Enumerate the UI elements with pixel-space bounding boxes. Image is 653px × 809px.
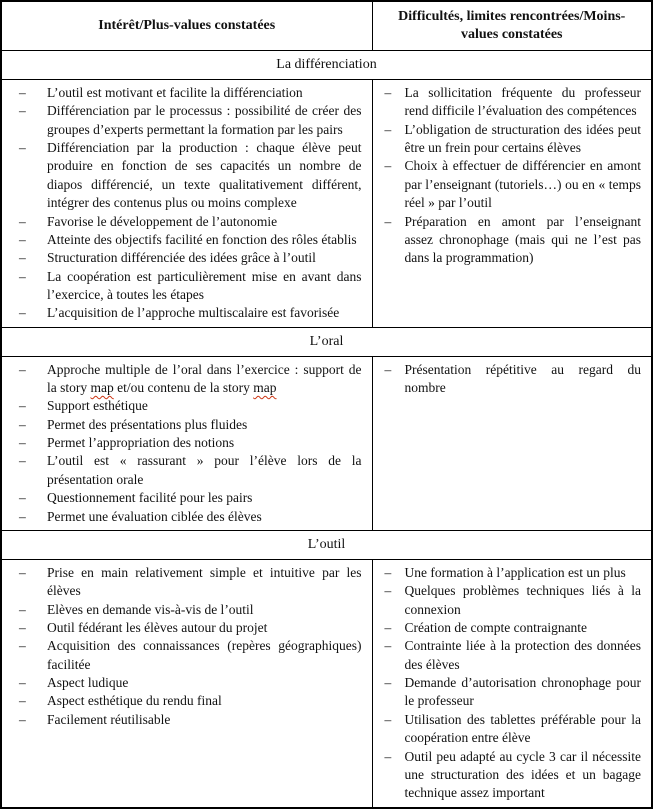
list-item (373, 361, 646, 398)
list-item-text: Préparation en amont par l’enseignant assez chronophage (mais qui ne l’est pas dans la programmation) (404, 213, 641, 266)
dash-bullet: – (19, 103, 26, 119)
table-body (1, 51, 652, 808)
section-title: L’outil (1, 530, 652, 559)
list-item-text: Outil fédérant les élèves autour du projet (47, 619, 268, 635)
dash-bullet: – (19, 711, 26, 727)
list-item-text: L’obligation de structuration des idées peut être un frein pour certains élèves (404, 121, 641, 156)
dash-bullet: – (19, 564, 26, 580)
dash-bullet: – (384, 158, 392, 174)
list-item (2, 489, 366, 507)
dash-bullet: – (384, 213, 392, 229)
content-row (1, 559, 652, 807)
section-row (1, 327, 652, 356)
list-item (373, 674, 646, 711)
cell-left (1, 559, 372, 807)
list-item (2, 102, 366, 139)
dash-bullet: – (19, 490, 26, 506)
list-item (2, 508, 366, 526)
dash-bullet: – (19, 85, 26, 100)
list-item-text: Contrainte liée à la protection des données des élèves (404, 638, 641, 672)
column-header-interet: Intérêt/Plus-values constatées (1, 1, 372, 51)
list-item (2, 619, 366, 637)
list-item (373, 748, 646, 803)
dash-bullet: – (19, 305, 26, 321)
list-item (2, 564, 366, 601)
cell-right (372, 356, 652, 530)
dash-bullet: – (19, 435, 26, 451)
list-item-text: Différenciation par la production : chaque élève peut produire en fonction de ses capacités un nombre de diapos différencié, un texte qualitativement différent, intégrer des contenus plus ou moins complexe (47, 140, 362, 211)
list-item (2, 139, 366, 212)
list-item-text: Quelques problèmes techniques liés à la connexion (404, 583, 641, 617)
list-item-text: Utilisation des tablettes préférable pour la coopération entre élève (404, 711, 641, 746)
list-item (2, 84, 366, 102)
list-item (2, 213, 366, 231)
section-row (1, 530, 652, 559)
dash-list (373, 564, 646, 803)
list-item (2, 397, 366, 415)
dash-bullet: – (384, 619, 392, 635)
dash-bullet: – (19, 213, 26, 229)
dash-bullet: – (19, 619, 26, 635)
cell-right (372, 559, 652, 807)
dash-bullet: – (384, 85, 392, 100)
list-item-text: Différenciation par le processus : possibilité de créer des groupes d’experts permettant la formation par les pairs (47, 103, 362, 137)
list-item-text: Une formation à l’application est un plus (404, 564, 626, 580)
list-item (373, 121, 646, 158)
dash-bullet: – (19, 361, 26, 377)
list-item-text: Création de compte contraignante (404, 619, 588, 635)
section-title: La différenciation (1, 51, 652, 80)
list-item (373, 564, 646, 582)
dash-bullet: – (384, 564, 392, 580)
list-item-text: Présentation répétitive au regard du nombre (404, 361, 641, 396)
misspelled-word: map (253, 380, 277, 396)
list-item (2, 601, 366, 619)
content-row (1, 356, 652, 530)
dash-bullet: – (19, 250, 26, 266)
dash-bullet: – (19, 268, 26, 284)
column-header-difficultes: Difficultés, limites rencontrées/Moins-values constatées (372, 1, 652, 51)
dash-list (2, 84, 366, 323)
dash-bullet: – (19, 508, 26, 524)
list-item (373, 711, 646, 748)
list-item (373, 619, 646, 637)
dash-bullet: – (384, 638, 392, 654)
dash-list (373, 84, 646, 268)
list-item (373, 637, 646, 674)
list-item-text: Acquisition des connaissances (repères géographiques) facilitée (47, 638, 362, 672)
list-item-text: Choix à effectuer de différencier en amont par l’enseignant (tutoriels…) ou en « temps réel » par l’outil (404, 158, 641, 211)
list-item (373, 213, 646, 268)
list-item (2, 692, 366, 710)
content-row (1, 80, 652, 328)
list-item-text: Outil peu adapté au cycle 3 car il nécessite une structuration des idées et un bagage technique assez important (404, 748, 641, 801)
list-item (2, 304, 366, 322)
list-item-text: Questionnement facilité pour les pairs (47, 490, 253, 506)
list-item-text: Structuration différenciée des idées grâce à l’outil (47, 250, 316, 266)
list-item-text: Elèves en demande vis-à-vis de l’outil (47, 601, 254, 617)
dash-bullet: – (384, 583, 392, 599)
list-item-text: Facilement réutilisable (47, 711, 171, 727)
dash-bullet: – (19, 693, 26, 709)
header-row (1, 1, 652, 51)
dash-list (373, 361, 646, 398)
list-item (2, 249, 366, 267)
list-item-text: Permet une évaluation ciblée des élèves (47, 508, 262, 524)
list-item (2, 268, 366, 305)
misspelled-word: map (90, 380, 114, 396)
dash-bullet: – (19, 416, 26, 432)
dash-bullet: – (384, 361, 392, 377)
list-item (2, 361, 366, 398)
list-item (2, 416, 366, 434)
list-item-text: Atteinte des objectifs facilité en fonction des rôles établis (47, 231, 357, 247)
list-item-text: Prise en main relativement simple et intuitive par les élèves (47, 564, 362, 599)
list-item-text: Aspect esthétique du rendu final (47, 693, 222, 709)
section-title: L’oral (1, 327, 652, 356)
dash-bullet: – (19, 231, 26, 247)
dash-list (2, 564, 366, 729)
list-item-text: Demande d’autorisation chronophage pour le professeur (404, 675, 641, 709)
dash-bullet: – (19, 638, 26, 654)
list-item (373, 84, 646, 121)
dash-bullet: – (384, 675, 392, 691)
list-item-text: L’outil est « rassurant » pour l’élève lors de la présentation orale (47, 453, 362, 487)
dash-bullet: – (384, 711, 392, 727)
list-item-text: Favorise le développement de l’autonomie (47, 213, 278, 229)
list-item-text: Approche multiple de l’oral dans l’exercice : support de la story map et/ou contenu de la story map (47, 361, 362, 396)
dash-bullet: – (19, 398, 26, 414)
list-item-text: Support esthétique (47, 398, 148, 414)
list-item-text: La sollicitation fréquente du professeur rend difficile l’évaluation des compétences (404, 85, 641, 119)
cell-left (1, 80, 372, 328)
section-row (1, 51, 652, 80)
list-item-text: Aspect ludique (47, 675, 129, 691)
cell-left (1, 356, 372, 530)
list-item (373, 582, 646, 619)
dash-bullet: – (384, 121, 392, 137)
list-item-text: Permet des présentations plus fluides (47, 416, 248, 432)
list-item (2, 711, 366, 729)
list-item (2, 674, 366, 692)
list-item (2, 434, 366, 452)
list-item-text: L’outil est motivant et facilite la différenciation (47, 85, 303, 100)
list-item (2, 637, 366, 674)
list-item (2, 452, 366, 489)
cell-right (372, 80, 652, 328)
dash-bullet: – (19, 675, 26, 691)
dash-bullet: – (19, 453, 26, 469)
dash-bullet: – (384, 748, 392, 764)
list-item (373, 157, 646, 212)
list-item-text: La coopération est particulièrement mise en avant dans l’exercice, à toutes les étapes (47, 268, 362, 302)
dash-bullet: – (19, 140, 26, 156)
list-item (2, 231, 366, 249)
dash-bullet: – (19, 601, 26, 617)
dash-list (2, 361, 366, 526)
list-item-text: Permet l’appropriation des notions (47, 435, 235, 451)
list-item-text: L’acquisition de l’approche multiscalaire est favorisée (47, 305, 340, 321)
